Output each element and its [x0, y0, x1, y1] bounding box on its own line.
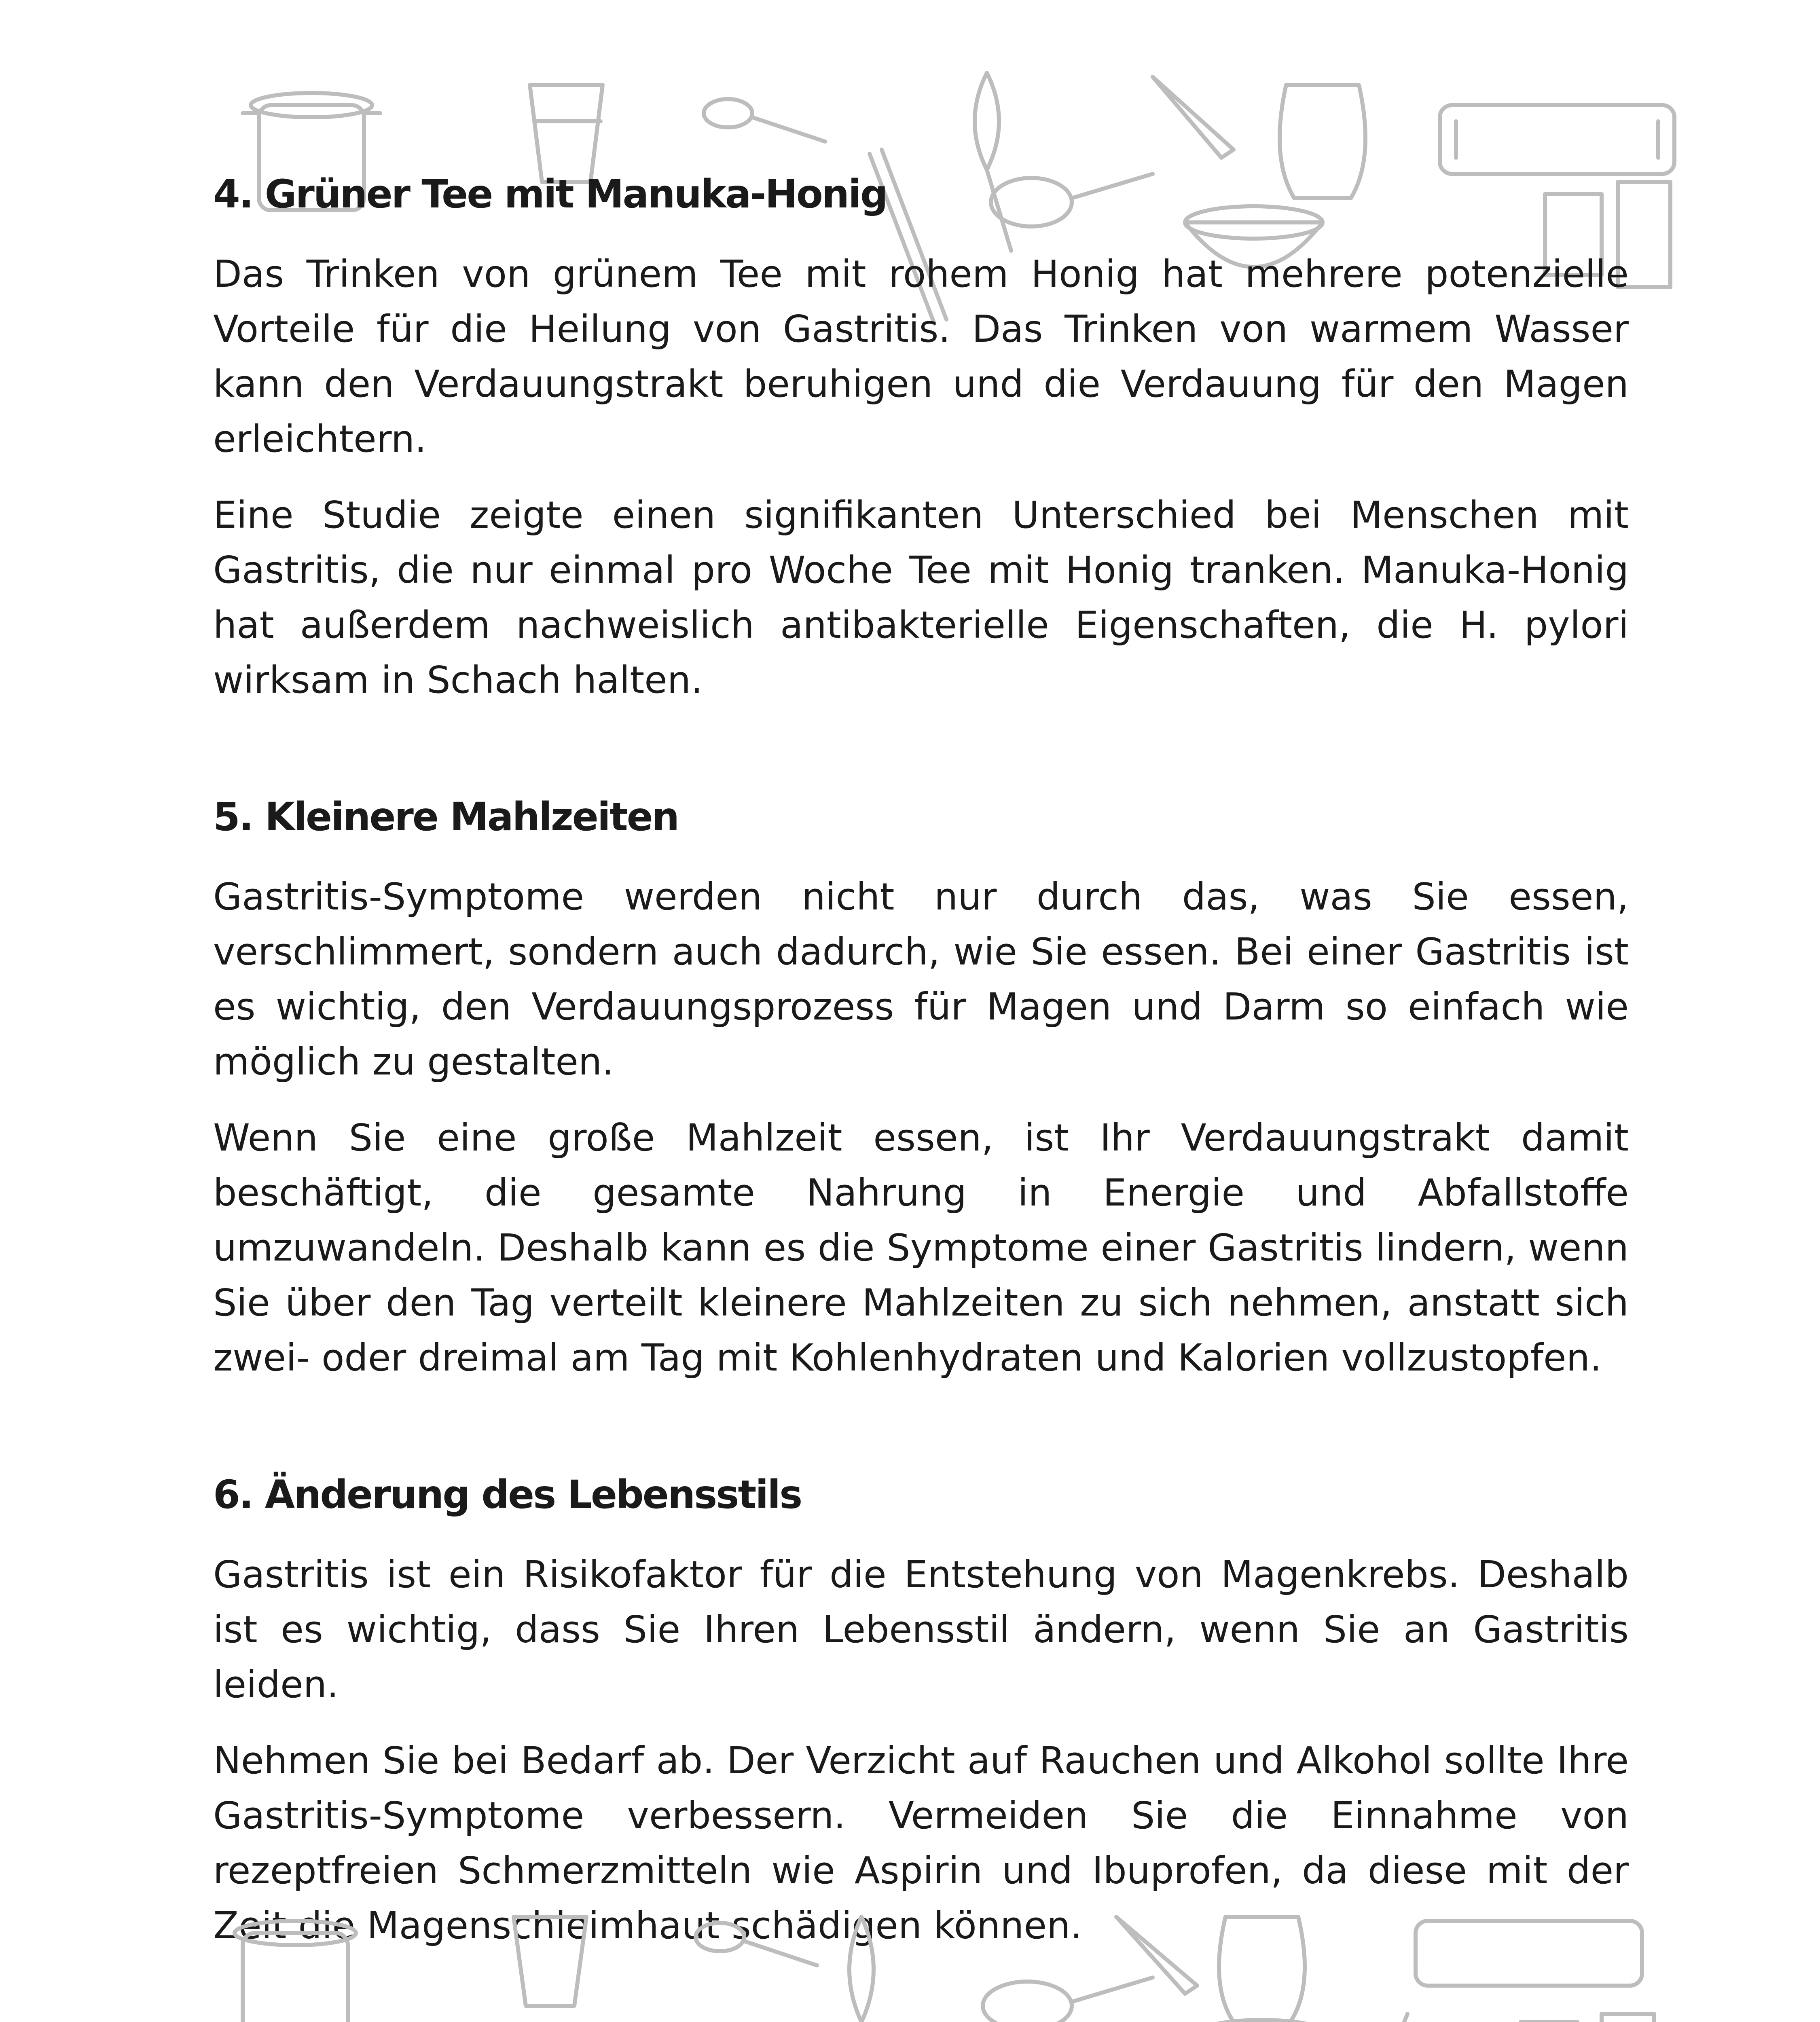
paragraph: Eine Studie zeigte einen signifikanten Unterschied bei Menschen mit Gastritis, die nur einmal pro Woche Tee mit Honig tranken. Manuka-Honig hat außerdem nachweislich antibakterielle Eigenschaften, die H. pylori wirksam in Schach halten. — [213, 493, 1629, 702]
glass-icon — [530, 85, 603, 182]
paragraph: Nehmen Sie bei Bedarf ab. Der Verzicht auf Rauchen und Alkohol sollte Ihre Gastritis-Symptome verbessern. Vermeiden Sie die Einnahme von rezeptfreien Schmerzmitteln wie Aspirin und Ibuprofen, da diese mit der Zeit die Magenschleimhaut schädigen können. — [213, 1739, 1629, 1947]
cake-tin-icon — [1440, 105, 1674, 174]
section-lifestyle — [213, 1470, 1629, 1953]
paragraph: Gastritis-Symptome werden nicht nur durch das, was Sie essen, verschlimmert, sondern auch dadurch, wie Sie essen. Bei einer Gastritis ist es wichtig, den Verdauungsprozess für Magen und Darm so einfach wie möglich zu gestalten. — [213, 875, 1629, 1083]
grater-icon — [1521, 2014, 1654, 2022]
paragraph: Wenn Sie eine große Mahlzeit essen, ist Ihr Verdauungstrakt damit beschäftigt, die gesamte Nahrung in Energie und Abfallstoffe umzuwandeln. Deshalb kann es die Symptome einer Gastritis lindern, wenn Sie über den Tag verteilt kleinere Mahlzeiten zu sich nehmen, anstatt sich zwei- oder dreimal am Tag mit Kohlenhydraten und Kalorien vollzustopfen. — [213, 1116, 1629, 1379]
paragraph: Gastritis ist ein Risikofaktor für die Entstehung von Magenkrebs. Deshalb ist es wichtig, dass Sie Ihren Lebensstil ändern, wenn Sie an Gastritis leiden. — [213, 1553, 1629, 1706]
spoon-icon — [704, 99, 825, 142]
frying-pan-icon — [983, 1978, 1153, 2022]
page-content — [213, 170, 1629, 1974]
ladle-icon-2 — [1306, 2014, 1407, 2022]
section-smaller-meals — [213, 793, 1629, 1385]
section-heading: 4. Grüner Tee mit Manuka-Honig — [213, 171, 887, 217]
section-heading: 5. Kleinere Mahlzeiten — [213, 794, 679, 840]
section-green-tea — [213, 170, 1629, 708]
knife-icon — [1153, 77, 1234, 158]
section-heading: 6. Änderung des Lebensstils — [213, 1472, 802, 1517]
paragraph: Das Trinken von grünem Tee mit rohem Honig hat mehrere potenzielle Vorteile für die Heilung von Gastritis. Das Trinken von warmem Wasser kann den Verdauungstrakt beruhigen und die Verdauung für den Magen erleichtern. — [213, 252, 1629, 461]
bowl-icon-2 — [1189, 2020, 1335, 2022]
